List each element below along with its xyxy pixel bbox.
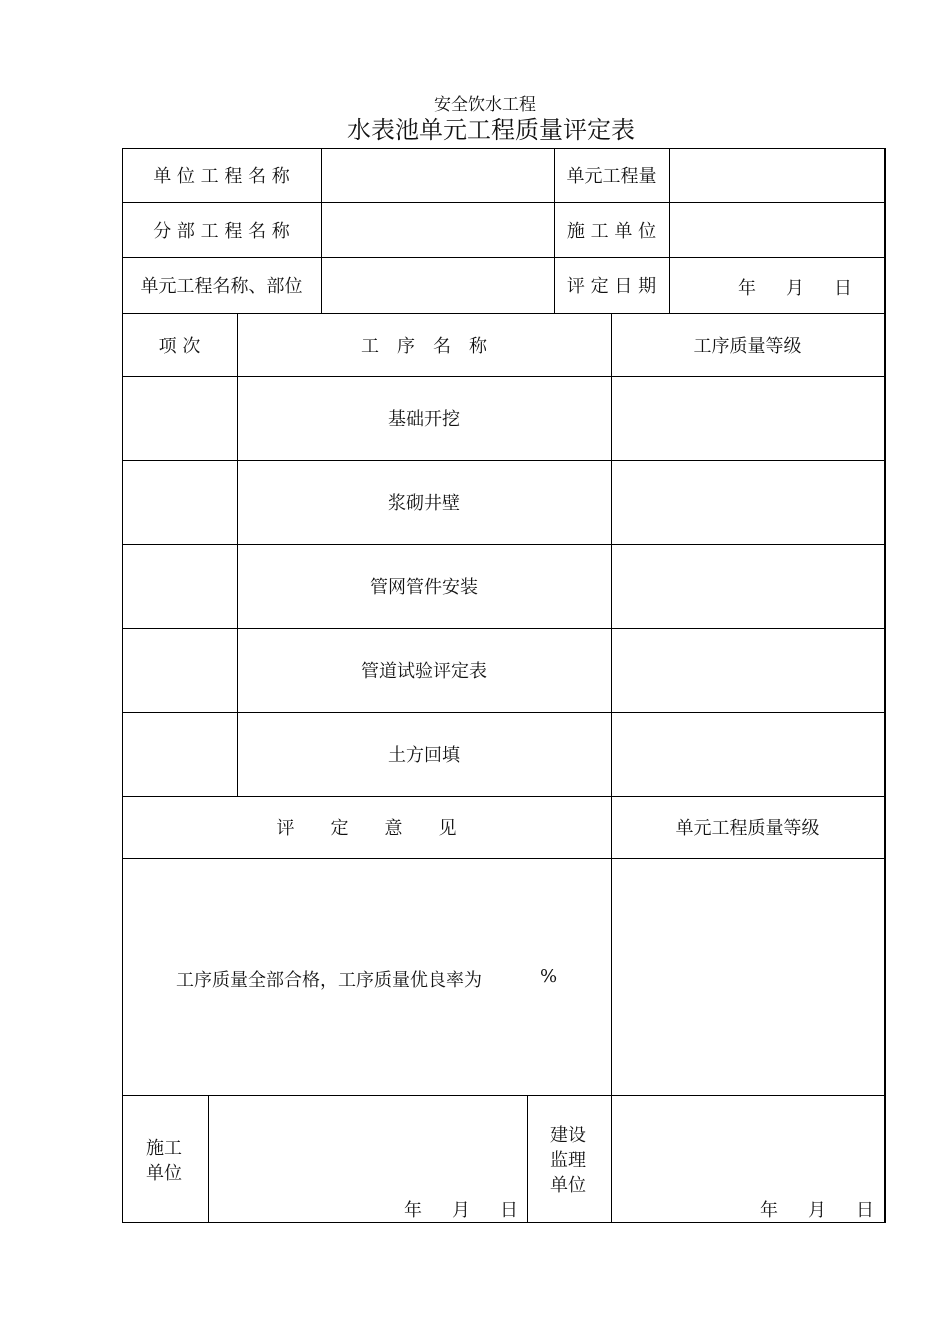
supervision-sign-label-line3: 单位 — [550, 1175, 586, 1196]
document-subtitle: 安全饮水工程 — [434, 95, 536, 115]
percent-sign: % — [540, 966, 558, 987]
date-month-label: 月 — [786, 278, 804, 299]
col-divider — [527, 1095, 528, 1222]
division-project-name-label: 分 部 工 程 名 称 — [153, 220, 290, 242]
supervision-signature-area[interactable] — [611, 1095, 884, 1222]
unit-quantity-value[interactable] — [669, 148, 884, 202]
construction-sign-day: 日 — [500, 1200, 518, 1221]
process-name-earth-backfill: 土方回填 — [388, 745, 460, 766]
date-day-label: 日 — [834, 278, 852, 299]
construction-unit-sign-label-line2: 单位 — [146, 1163, 182, 1184]
process-grade-cell[interactable] — [611, 544, 884, 628]
supervision-sign-day: 日 — [856, 1200, 874, 1221]
element-quality-grade-header: 单元工程质量等级 — [675, 818, 820, 839]
supervision-sign-label-line2: 监理 — [550, 1150, 586, 1171]
process-grade-cell[interactable] — [611, 376, 884, 460]
construction-unit-sign-label-line1: 施工 — [146, 1138, 182, 1159]
document-title: 水表池单元工程质量评定表 — [347, 116, 635, 144]
unit-project-name-label: 单 位 工 程 名 称 — [153, 166, 290, 187]
process-name-foundation-excavation: 基础开挖 — [388, 409, 460, 430]
table-border-bottom — [122, 1222, 885, 1223]
element-quality-grade-value[interactable] — [611, 858, 884, 1095]
division-project-name-value[interactable] — [321, 202, 554, 257]
assessment-opinion-header: 评 定 意 见 — [276, 818, 457, 839]
unit-project-name-value[interactable] — [321, 148, 554, 202]
process-name-pipe-test-assessment: 管道试验评定表 — [361, 661, 487, 682]
table-border-right — [884, 148, 886, 1223]
process-item-cell[interactable] — [122, 712, 237, 796]
element-name-location-value[interactable] — [321, 257, 554, 313]
date-year-label: 年 — [738, 278, 756, 299]
assessment-opinion-text: 工序质量全部合格，工序质量优良率为 — [176, 970, 482, 991]
process-grade-cell[interactable] — [611, 712, 884, 796]
process-item-cell[interactable] — [122, 544, 237, 628]
supervision-sign-year: 年 — [760, 1200, 778, 1221]
construction-sign-month: 月 — [452, 1200, 470, 1221]
process-item-cell[interactable] — [122, 376, 237, 460]
process-grade-cell[interactable] — [611, 628, 884, 712]
process-name-pipe-fitting-install: 管网管件安装 — [370, 577, 478, 598]
supervision-sign-month: 月 — [808, 1200, 826, 1221]
construction-unit-signature-area[interactable] — [208, 1095, 527, 1222]
process-quality-grade-column-header: 工序质量等级 — [693, 335, 802, 357]
assessment-date-label: 评 定 日 期 — [566, 276, 657, 297]
process-name-column-header: 工 序 名 称 — [361, 335, 487, 357]
item-column-header: 项 次 — [158, 335, 201, 357]
process-item-cell[interactable] — [122, 628, 237, 712]
process-name-masonry-well-wall: 浆砌井壁 — [388, 493, 460, 514]
process-grade-cell[interactable] — [611, 460, 884, 544]
element-name-location-label: 单元工程名称、部位 — [140, 276, 303, 297]
unit-quantity-label: 单元工程量 — [566, 166, 657, 187]
supervision-sign-label-line1: 建设 — [550, 1125, 586, 1146]
construction-unit-label: 施 工 单 位 — [566, 220, 657, 242]
construction-sign-year: 年 — [404, 1200, 422, 1221]
process-item-cell[interactable] — [122, 460, 237, 544]
construction-unit-value[interactable] — [669, 202, 884, 257]
